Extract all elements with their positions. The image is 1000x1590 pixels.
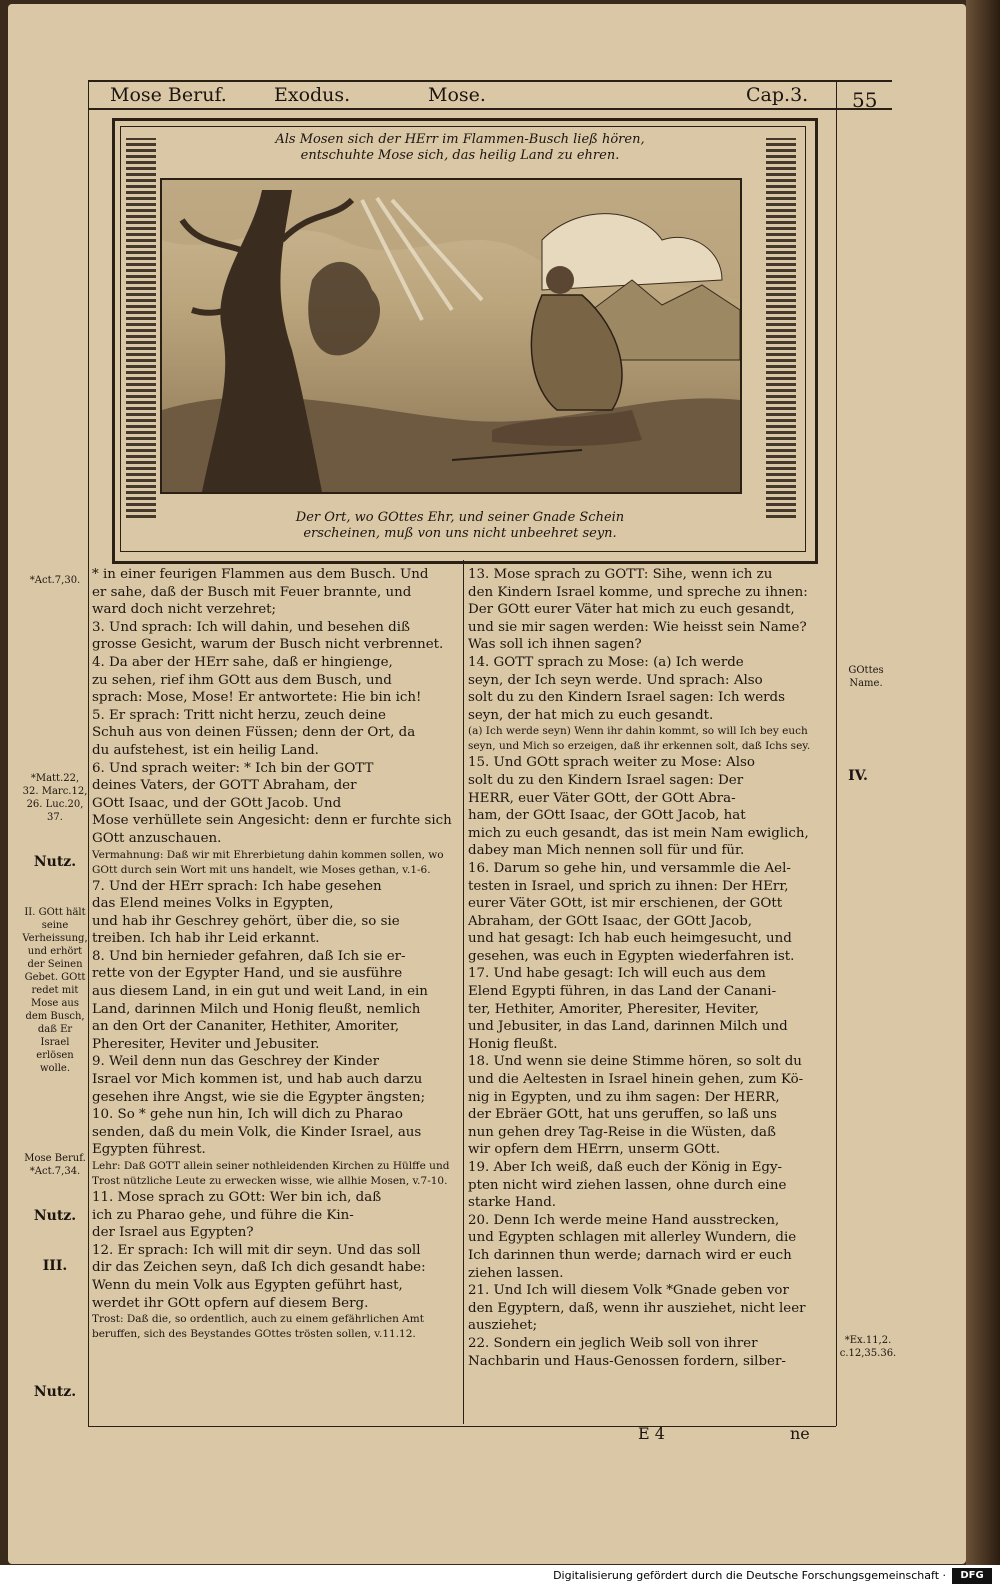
frame-rule-right <box>836 80 837 1426</box>
text-line: und hat gesagt: Ich hab euch heimgesucht, und <box>468 931 792 947</box>
text-line: 17. Und habe gesagt: Ich will euch aus dem <box>468 966 766 982</box>
margin-note: Mose Beruf. *Act.7,34. <box>24 1153 86 1177</box>
margin-note: IV. <box>848 768 868 784</box>
text-line: wir opfern dem HErrn, unserm GOtt. <box>468 1142 721 1158</box>
margin-note: *Ex.11,2. c.12,35.36. <box>839 1335 897 1359</box>
text-line: 13. Mose sprach zu GOTT: Sihe, wenn ich zu <box>468 567 773 582</box>
text-line: seyn, der Ich seyn werde. Und sprach: Also <box>468 672 763 688</box>
text-line: eurer Väter GOtt, ist mir erschienen, der GOtt <box>468 896 783 912</box>
text-line: 19. Aber Ich weiß, daß euch der König in Egy- <box>468 1160 783 1175</box>
text-line: 12. Er sprach: Ich will mit dir seyn. Und das soll <box>92 1242 421 1258</box>
text-line: Israel vor Mich kommen ist, und hab auch darzu <box>92 1072 423 1088</box>
text-line: Egypten führest. <box>92 1142 206 1158</box>
text-line: den Egyptern, daß, wenn ihr ausziehet, nicht leer <box>468 1300 806 1316</box>
text-line: 22. Sondern ein jeglich Weib soll von ihrer <box>468 1335 758 1351</box>
text-line: 11. Mose sprach zu GOtt: Wer bin ich, daß <box>92 1190 382 1205</box>
text-line: HERR, euer Väter GOtt, der GOtt Abra- <box>468 790 736 806</box>
signature-mark: E 4 <box>638 1424 665 1443</box>
text-line: Ich darinnen thun werde; darnach wird er euch <box>468 1247 792 1263</box>
text-line: das Elend meines Volks in Egypten, <box>92 896 334 912</box>
margin-note: *Matt.22, 32. Marc.12, 26. Luc.20, 37. <box>22 773 88 823</box>
text-line: 3. Und sprach: Ich will dahin, und besehen diß <box>92 619 410 635</box>
text-line: Pheresiter, Heviter und Jebusiter. <box>92 1036 320 1052</box>
text-line: der Israel aus Egypten? <box>92 1225 254 1241</box>
plate-verse-bottom <box>270 510 650 542</box>
text-line: mich zu euch gesandt, das ist mein Nam ewiglich, <box>468 825 809 841</box>
text-line: 6. Und sprach weiter: * Ich bin der GOTT <box>92 760 374 776</box>
text-line: dir das Zeichen seyn, daß Ich dich gesandt habe: <box>92 1260 426 1276</box>
text-line: ward doch nicht verzehret; <box>92 602 277 618</box>
text-line: und Egypten schlagen mit allerley Wundern, die <box>468 1230 797 1246</box>
header-left: Mose Beruf. <box>110 84 227 106</box>
text-line: aus diesem Land, in ein gut und weit Land, in ein <box>92 984 428 1000</box>
plate-verse-top-line: Als Mosen sich der HErr im Flammen-Busch ließ hören, <box>275 132 645 147</box>
text-line: Der GOtt eurer Väter hat mich zu euch gesandt, <box>468 602 795 618</box>
text-line: rette von der Egypter Hand, und sie ausführe <box>92 966 403 982</box>
margin-note: II. GOtt hält seine Verheissung, und erhört der Seinen Gebet. GOtt redet mit Mose aus dem Busch, daß Er Israel erlösen wolle. <box>22 907 88 1074</box>
text-line: den Kindern Israel komme, und spreche zu ihnen: <box>468 584 808 600</box>
text-line: 14. GOTT sprach zu Mose: (a) Ich werde <box>468 654 744 670</box>
text-line: 5. Er sprach: Tritt nicht herzu, zeuch deine <box>92 707 386 723</box>
text-line: GOtt Isaac, und der GOtt Jacob. Und <box>92 795 342 811</box>
text-line: gesehen, was euch in Egypten wiederfahren ist. <box>468 948 795 964</box>
text-line: 4. Da aber der HErr sahe, daß er hingienge, <box>92 654 393 670</box>
text-line: nun gehen drey Tag-Reise in die Wüsten, daß <box>468 1124 776 1140</box>
text-line: Land, darinnen Milch und Honig fleußt, nemlich <box>92 1001 421 1017</box>
text-line: sprach: Mose, Mose! Er antwortete: Hie bin ich! <box>92 690 422 706</box>
text-line: 15. Und GOtt sprach weiter zu Mose: Also <box>468 755 755 771</box>
header-right-center: Mose. <box>428 84 486 106</box>
text-line: 9. Weil denn nun das Geschrey der Kinder <box>92 1054 379 1070</box>
text-line: Honig fleußt. <box>468 1036 558 1052</box>
frame-rule-left <box>88 80 89 1426</box>
note-vermahnung: Vermahnung: Daß wir mit Ehrerbietung dahin kommen sollen, wo GOtt durch sein Wort mit uns handelt, wie Moses gethan, v.1-6. <box>92 848 444 876</box>
note-trost: Trost: Daß die, so ordentlich, auch zu einem gefährlichen Amt beruffen, sich des Beystandes GOttes trösten sollen, v.11.12. <box>92 1313 424 1341</box>
text-line: ter, Hethiter, Amoriter, Pheresiter, Heviter, <box>468 1001 759 1017</box>
text-line: 21. Und Ich will diesem Volk *Gnade geben vor <box>468 1283 789 1299</box>
plate-verse-top <box>270 132 650 164</box>
text-line: 10. So * gehe nun hin, Ich will dich zu Pharao <box>92 1107 403 1123</box>
margin-note: GOttes Name. <box>848 665 884 689</box>
column-divider <box>463 560 464 1424</box>
text-line: Wenn du mein Volk aus Egypten geführt hast, <box>92 1277 403 1293</box>
header-center: Exodus. <box>274 84 351 106</box>
text-line: 7. Und der HErr sprach: Ich habe gesehen <box>92 878 382 894</box>
margin-note: Nutz. <box>33 1208 77 1224</box>
engraving-illustration <box>162 180 740 492</box>
text-line: Nachbarin und Haus-Genossen fordern, silber- <box>468 1353 786 1369</box>
text-line: treiben. Ich hab ihr Leid erkannt. <box>92 931 320 947</box>
text-line: testen in Israel, und sprich zu ihnen: Der HErr, <box>468 878 789 894</box>
text-line: starke Hand. <box>468 1195 557 1211</box>
text-line: Abraham, der GOtt Isaac, der GOtt Jacob, <box>468 913 753 929</box>
text-line: * in einer feurigen Flammen aus dem Busch. Und <box>92 567 429 582</box>
ornament-left <box>126 138 156 518</box>
text-line: dabey man Mich nennen soll für und für. <box>468 843 745 859</box>
text-line: ziehen lassen. <box>468 1265 564 1281</box>
dfg-logo: DFG <box>952 1568 992 1584</box>
text-line: senden, daß du mein Volk, die Kinder Israel, aus <box>92 1124 422 1140</box>
text-line: 18. Und wenn sie deine Stimme hören, so solt du <box>468 1054 802 1070</box>
text-line: zu sehen, rief ihm GOtt aus dem Busch, und <box>92 672 392 688</box>
text-line: GOtt anzuschauen. <box>92 830 222 846</box>
ornament-right <box>766 138 796 518</box>
text-line: 16. Darum so gehe hin, und versammle die Ael- <box>468 860 791 876</box>
header-chapter: Cap.3. <box>746 84 809 106</box>
text-line: Elend Egypti führen, in das Land der Canani- <box>468 984 777 1000</box>
text-line: werdet ihr GOtt opfern auf diesem Berg. <box>92 1295 369 1311</box>
text-line: seyn, der hat mich zu euch gesandt. <box>468 707 714 723</box>
text-line: pten nicht wird ziehen lassen, ohne durch eine <box>468 1177 787 1193</box>
text-line: grosse Gesicht, warum der Busch nicht verbrennet. <box>92 637 444 653</box>
text-line: deines Vaters, der GOTT Abraham, der <box>92 778 357 794</box>
text-line: solt du zu den Kindern Israel sagen: Der <box>468 772 744 788</box>
left-column <box>92 566 460 1342</box>
right-column <box>468 566 832 1370</box>
note-footnote-a: (a) Ich werde seyn) Wenn ihr dahin kommt, so will Ich bey euch seyn, und Mich so erzeigen, daß ihr erkennen solt, daß Ichs sey. <box>468 725 811 753</box>
page-number: 55 <box>852 88 878 112</box>
text-line: Mose verhüllete sein Angesicht: denn er furchte sich <box>92 813 452 829</box>
text-line: und die Aeltesten in Israel hinein gehen, zum Kö- <box>468 1072 804 1088</box>
text-line: 20. Denn Ich werde meine Hand ausstrecken, <box>468 1212 780 1228</box>
margin-note: III. <box>42 1258 68 1274</box>
plate-verse-bottom-line: erscheinen, muß von uns nicht unbeehret seyn. <box>303 526 617 541</box>
margin-note: *Act.7,30. <box>29 575 81 586</box>
text-line: der Ebräer GOtt, hat uns geruffen, so laß uns <box>468 1107 777 1123</box>
text-line: gesehen ihre Angst, wie sie die Egypter ängsten; <box>92 1089 426 1105</box>
margin-note: Nutz. <box>33 1384 77 1400</box>
text-line: ausziehet; <box>468 1318 538 1334</box>
text-line: ich zu Pharao gehe, und führe die Kin- <box>92 1207 354 1223</box>
text-line: du aufstehest, ist ein heilig Land. <box>92 742 319 758</box>
text-line: und Jebusiter, in das Land, darinnen Milch und <box>468 1019 788 1035</box>
text-line: und sie mir sagen werden: Wie heisst sein Name? <box>468 619 807 635</box>
text-line: solt du zu den Kindern Israel sagen: Ich werds <box>468 690 785 706</box>
catchword: ne <box>790 1424 810 1443</box>
text-line: Was soll ich ihnen sagen? <box>468 637 642 653</box>
frame-rule-bottom <box>88 1426 836 1427</box>
text-line: ham, der GOtt Isaac, der GOtt Jacob, hat <box>468 808 746 824</box>
note-lehr: Lehr: Daß GOTT allein seiner nothleidenden Kirchen zu Hülffe und Trost nützliche Leute zu erwecken wisse, wie allhie Mosen, v.7-10. <box>92 1160 450 1187</box>
text-line: er sahe, daß der Busch mit Feuer brannte, und <box>92 584 412 600</box>
running-header <box>88 80 892 110</box>
plate-verse-top-line: entschuhte Mose sich, das heilig Land zu ehren. <box>300 148 620 163</box>
text-line: nig in Egypten, und zu ihm sagen: Der HERR, <box>468 1089 780 1105</box>
text-line: an den Ort der Cananiter, Hethiter, Amoriter, <box>92 1019 400 1035</box>
engraving-moses-burning-bush <box>160 178 742 494</box>
book-edge <box>966 0 1000 1565</box>
footer-credit: Digitalisierung gefördert durch die Deutsche Forschungsgemeinschaft · <box>553 1569 946 1582</box>
text-line: 8. Und bin hernieder gefahren, daß Ich sie er- <box>92 948 406 964</box>
plate-verse-bottom-line: Der Ort, wo GOttes Ehr, und seiner Gnade Schein <box>295 510 625 525</box>
text-line: Schuh aus von deinen Füssen; denn der Ort, da <box>92 725 416 741</box>
text-line: und hab ihr Geschrey gehört, über die, so sie <box>92 913 400 929</box>
margin-note: Nutz. <box>33 854 77 870</box>
